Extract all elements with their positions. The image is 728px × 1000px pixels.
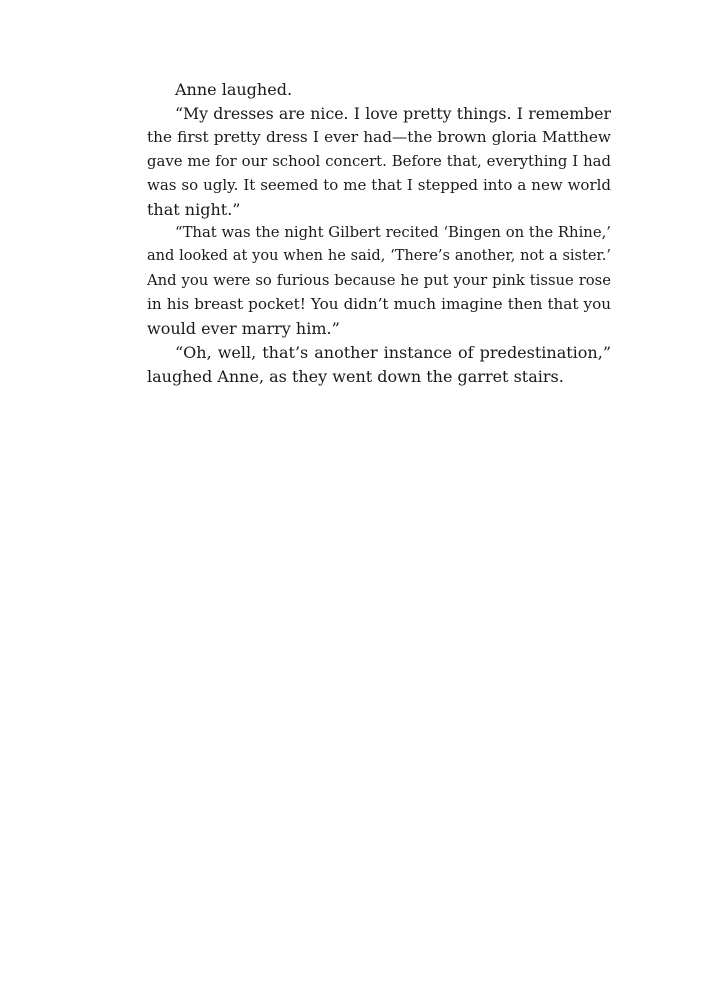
- text-line: “That was the night Gilbert recited ‘Bingen on the Rhine,’: [175, 224, 611, 242]
- text-line: would ever marry him.”: [147, 319, 340, 339]
- paragraph: [147, 78, 611, 102]
- text-line: Anne laughed.: [175, 80, 293, 99]
- text-line: laughed Anne, as they went down the garret stairs.: [147, 366, 564, 386]
- paragraph: [147, 102, 611, 222]
- text-line: gave me for our school concert. Before that, everything I had: [147, 152, 611, 170]
- paragraph: [147, 221, 611, 341]
- text-line: was so ugly. It seemed to me that I stepped into a new world: [147, 175, 611, 194]
- text-line: that night.”: [147, 199, 241, 219]
- text-line: “My dresses are nice. I love pretty things. I remember: [175, 103, 611, 123]
- body-text: [147, 78, 611, 389]
- text-line: “Oh, well, that’s another instance of predestination,”: [175, 342, 611, 362]
- text-line: and looked at you when he said, ‘There’s another, not a sister.’: [147, 248, 611, 265]
- text-line: in his breast pocket! You didn’t much imagine then that you: [147, 295, 611, 314]
- paragraph: [147, 341, 611, 389]
- text-line: the first pretty dress I ever had—the brown gloria Matthew: [147, 127, 611, 146]
- text-line: And you were so furious because he put your pink tissue rose: [147, 272, 611, 290]
